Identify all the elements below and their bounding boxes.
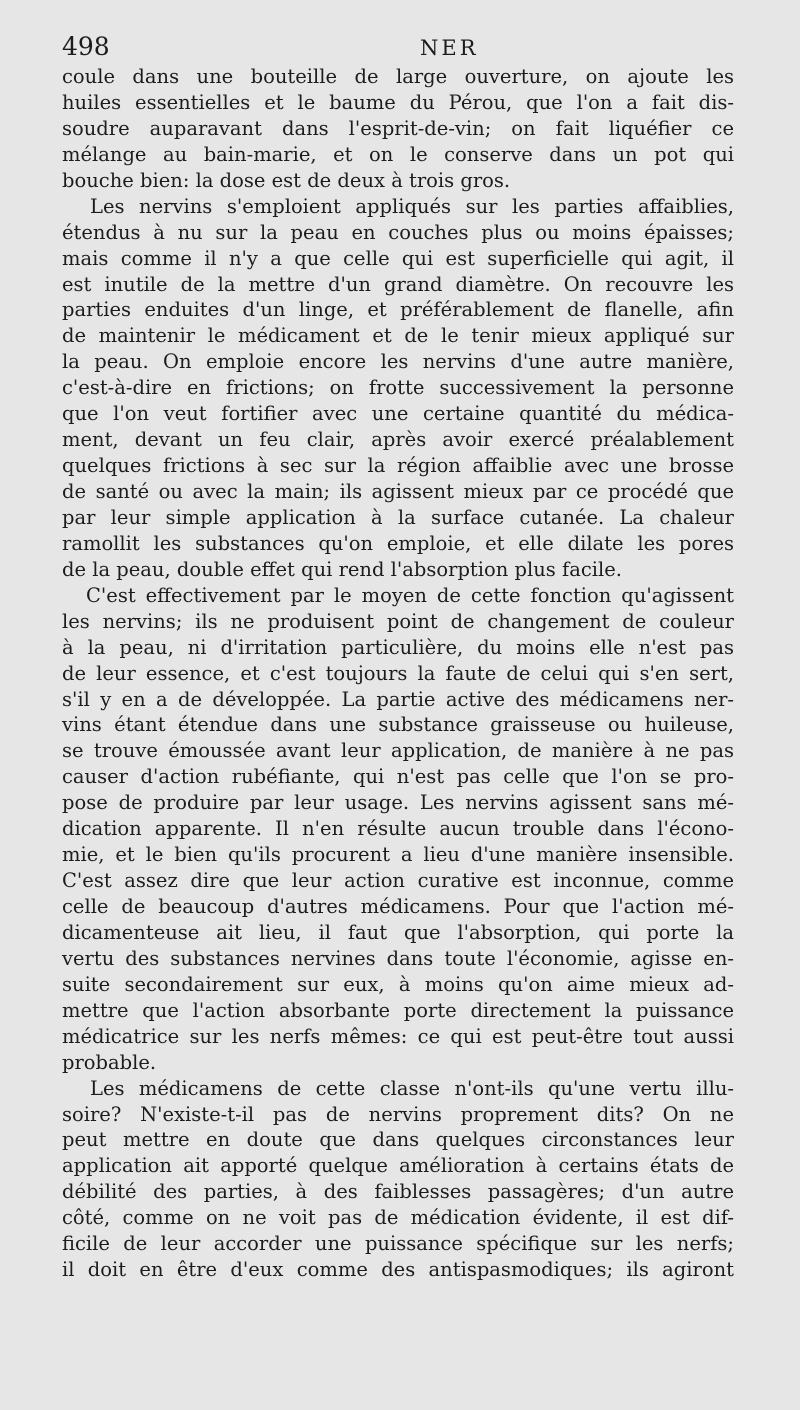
text-line: la peau. On emploie encore les nervins d'une autre manière, [62, 350, 734, 374]
text-line: se trouve émoussée avant leur application, de manière à ne pas [62, 739, 734, 763]
text-line: à la peau, ni d'irritation particulière, du moins elle n'est pas [62, 635, 734, 659]
body-text [62, 64, 734, 1283]
text-line: de maintenir le médicament et de le tenir mieux appliqué sur [62, 324, 734, 348]
text-line: bouche bien: la dose est de deux à trois gros. [62, 168, 511, 192]
text-line: peut mettre en doute que dans quelques circonstances leur [62, 1128, 734, 1152]
text-line: par leur simple application à la surface cutanée. La chaleur [62, 505, 734, 529]
text-line: les nervins; ils ne produisent point de changement de couleur [62, 609, 734, 633]
running-head: NER [420, 36, 479, 60]
page-number: 498 [62, 32, 110, 61]
text-line: mélange au bain-marie, et on le conserve dans un pot qui [62, 142, 734, 166]
text-line: soire? N'existe-t-il pas de nervins proprement dits? On ne [62, 1102, 734, 1126]
text-line: côté, comme on ne voit pas de médication évidente, il est dif- [62, 1206, 734, 1230]
text-line: mais comme il n'y a que celle qui est superficielle qui agit, il [62, 246, 734, 270]
text-line: parties enduites d'un linge, et préférablement de flanelle, afin [62, 298, 734, 322]
text-line: de la peau, double effet qui rend l'absorption plus facile. [62, 557, 622, 581]
text-line: suite secondairement sur eux, à moins qu'on aime mieux ad- [62, 972, 734, 996]
text-line: celle de beaucoup d'autres médicamens. Pour que l'action mé- [62, 895, 734, 918]
text-line: dication apparente. Il n'en résulte aucun trouble dans l'écono- [62, 817, 734, 841]
paragraph [62, 64, 734, 194]
text-line: C'est effectivement par le moyen de cette fonction qu'agissent [86, 583, 734, 607]
text-line: mettre que l'action absorbante porte directement la puissance [62, 998, 734, 1022]
text-line: est inutile de la mettre d'un grand diamètre. On recouvre les [62, 272, 734, 296]
text-line: débilité des parties, à des faiblesses passagères; d'un autre [62, 1180, 734, 1204]
text-line: ficile de leur accorder une puissance spécifique sur les nerfs; [62, 1232, 734, 1256]
text-line: vins étant étendue dans une substance graisseuse ou huileuse, [62, 713, 734, 737]
text-line: application ait apporté quelque amélioration à certains états de [62, 1154, 734, 1178]
page-header [62, 30, 734, 66]
text-line: pose de produire par leur usage. Les nervins agissent sans mé- [62, 791, 734, 815]
text-line: C'est assez dire que leur action curative est inconnue, comme [62, 869, 734, 893]
text-line: ramollit les substances qu'on emploie, et elle dilate les pores [62, 531, 734, 555]
text-line: probable. [62, 1050, 157, 1074]
text-line: c'est-à-dire en frictions; on frotte successivement la personne [62, 376, 734, 400]
text-line: coule dans une bouteille de large ouverture, on ajoute les [62, 65, 734, 88]
paragraph [62, 1076, 734, 1284]
text-line: Les médicamens de cette classe n'ont-ils qu'une vertu illu- [90, 1076, 734, 1100]
text-line: il doit en être d'eux comme des antispasmodiques; ils agiront [62, 1258, 734, 1282]
text-line: soudre auparavant dans l'esprit-de-vin; on fait liquéfier ce [62, 116, 734, 140]
text-line: s'il y en a de développée. La partie active des médicamens ner- [62, 687, 734, 711]
text-line: de santé ou avec la main; ils agissent mieux par ce procédé que [62, 480, 734, 503]
text-line: causer d'action rubéfiante, qui n'est pas celle que l'on se pro- [62, 765, 734, 789]
text-line: médicatrice sur les nerfs mêmes: ce qui est peut-être tout aussi [62, 1024, 734, 1048]
paragraph [62, 194, 734, 583]
text-line: mie, et le bien qu'ils procurent a lieu d'une manière insensible. [62, 843, 734, 867]
text-line: étendus à nu sur la peau en couches plus ou moins épaisses; [62, 220, 734, 244]
text-line: dicamenteuse ait lieu, il faut que l'absorption, qui porte la [62, 920, 734, 944]
text-line: que l'on veut fortifier avec une certaine quantité du médica- [62, 402, 734, 426]
text-line: quelques frictions à sec sur la région affaiblie avec une brosse [62, 454, 734, 478]
paragraph [62, 583, 734, 1076]
text-line: Les nervins s'emploient appliqués sur les parties affaiblies, [90, 194, 734, 218]
text-line: ment, devant un feu clair, après avoir exercé préalablement [62, 428, 734, 452]
text-line: huiles essentielles et le baume du Pérou, que l'on a fait dis- [62, 90, 734, 114]
text-line: vertu des substances nervines dans toute l'économie, agisse en- [62, 946, 734, 970]
text-line: de leur essence, et c'est toujours la faute de celui qui s'en sert, [62, 661, 734, 685]
